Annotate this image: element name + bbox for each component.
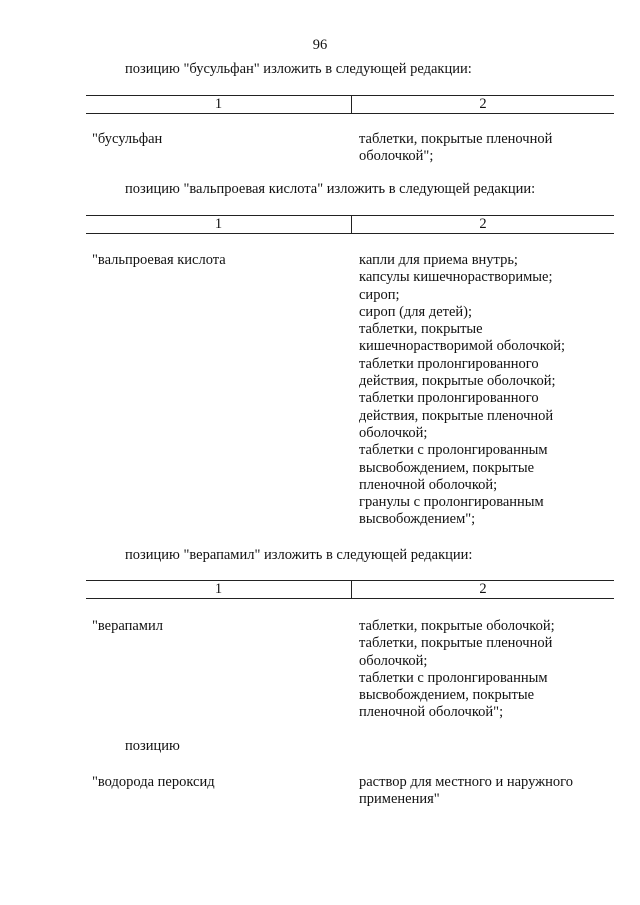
dosage-form-line: оболочкой; xyxy=(359,652,428,669)
dosage-form-line: капли для приема внутрь; xyxy=(359,252,518,268)
dosage-form-line: таблетки, покрытые xyxy=(359,321,483,338)
dosage-form-line: пленочной оболочкой"; xyxy=(359,704,504,721)
dosage-form-line: кишечнорастворимой оболочкой; xyxy=(359,338,566,355)
dosage-form-line: таблетки пролонгированного xyxy=(359,390,539,407)
dosage-form-line: пленочной оболочкой; xyxy=(359,476,498,493)
dosage-form-line: высвобождением"; xyxy=(359,511,476,528)
dosage-form-line: высвобождением, покрытые xyxy=(359,459,535,476)
dosage-form-line: сироп (для детей); xyxy=(359,303,473,320)
dosage-form-line: оболочкой"; xyxy=(359,148,434,165)
column-header-row-verapamil xyxy=(86,580,614,599)
intro-paragraph-busulfan: позицию "бусульфан" изложить в следующей редакции: xyxy=(125,61,472,77)
dosage-form-line: оболочкой; xyxy=(359,424,428,441)
column-header-1: 1 xyxy=(86,581,352,598)
dosage-forms-hydrogen-peroxide xyxy=(359,774,599,809)
dosage-form-line: таблетки, покрытые оболочкой; xyxy=(359,618,555,634)
drug-name-hydrogen-peroxide: "водорода пероксид xyxy=(92,774,215,790)
dosage-form-line: действия, покрытые оболочкой; xyxy=(359,373,556,390)
dosage-form-line: таблетки, покрытые пленочной xyxy=(359,131,553,147)
dosage-form-line: гранулы с пролонгированным xyxy=(359,494,544,511)
dosage-form-line: таблетки с пролонгированным xyxy=(359,669,548,686)
dosage-form-line: таблетки с пролонгированным xyxy=(359,442,548,459)
dosage-form-line: раствор для местного и наружного xyxy=(359,774,574,790)
dosage-form-line: таблетки, покрытые пленочной xyxy=(359,635,553,652)
intro-paragraph-valproic-acid: позицию "вальпроевая кислота" изложить в следующей редакции: xyxy=(125,181,536,197)
drug-name-verapamil: "верапамил xyxy=(92,618,163,634)
column-header-1: 1 xyxy=(86,96,352,113)
dosage-forms-valproic-acid xyxy=(359,252,599,529)
dosage-forms-busulfan xyxy=(359,131,599,166)
dosage-form-line: действия, покрытые пленочной xyxy=(359,407,554,424)
dosage-form-line: применения" xyxy=(359,791,440,808)
dosage-form-line: таблетки пролонгированного xyxy=(359,355,539,372)
dosage-form-line: сироп; xyxy=(359,286,400,303)
column-header-1: 1 xyxy=(86,216,352,233)
column-header-2: 2 xyxy=(479,581,487,597)
page-number: 96 xyxy=(312,37,328,53)
column-header-row-valproic-acid xyxy=(86,215,614,234)
column-header-2: 2 xyxy=(479,96,487,112)
drug-name-busulfan: "бусульфан xyxy=(92,131,163,147)
intro-paragraph-hydrogen-peroxide: позицию xyxy=(125,738,180,754)
dosage-form-line: капсулы кишечнорастворимые; xyxy=(359,269,553,286)
dosage-form-line: высвобождением, покрытые xyxy=(359,687,535,704)
drug-name-valproic-acid: "вальпроевая кислота xyxy=(92,252,226,268)
dosage-forms-verapamil xyxy=(359,618,599,722)
column-header-row-busulfan xyxy=(86,95,614,114)
intro-paragraph-verapamil: позицию "верапамил" изложить в следующей редакции: xyxy=(125,547,473,563)
column-header-2: 2 xyxy=(479,216,487,232)
